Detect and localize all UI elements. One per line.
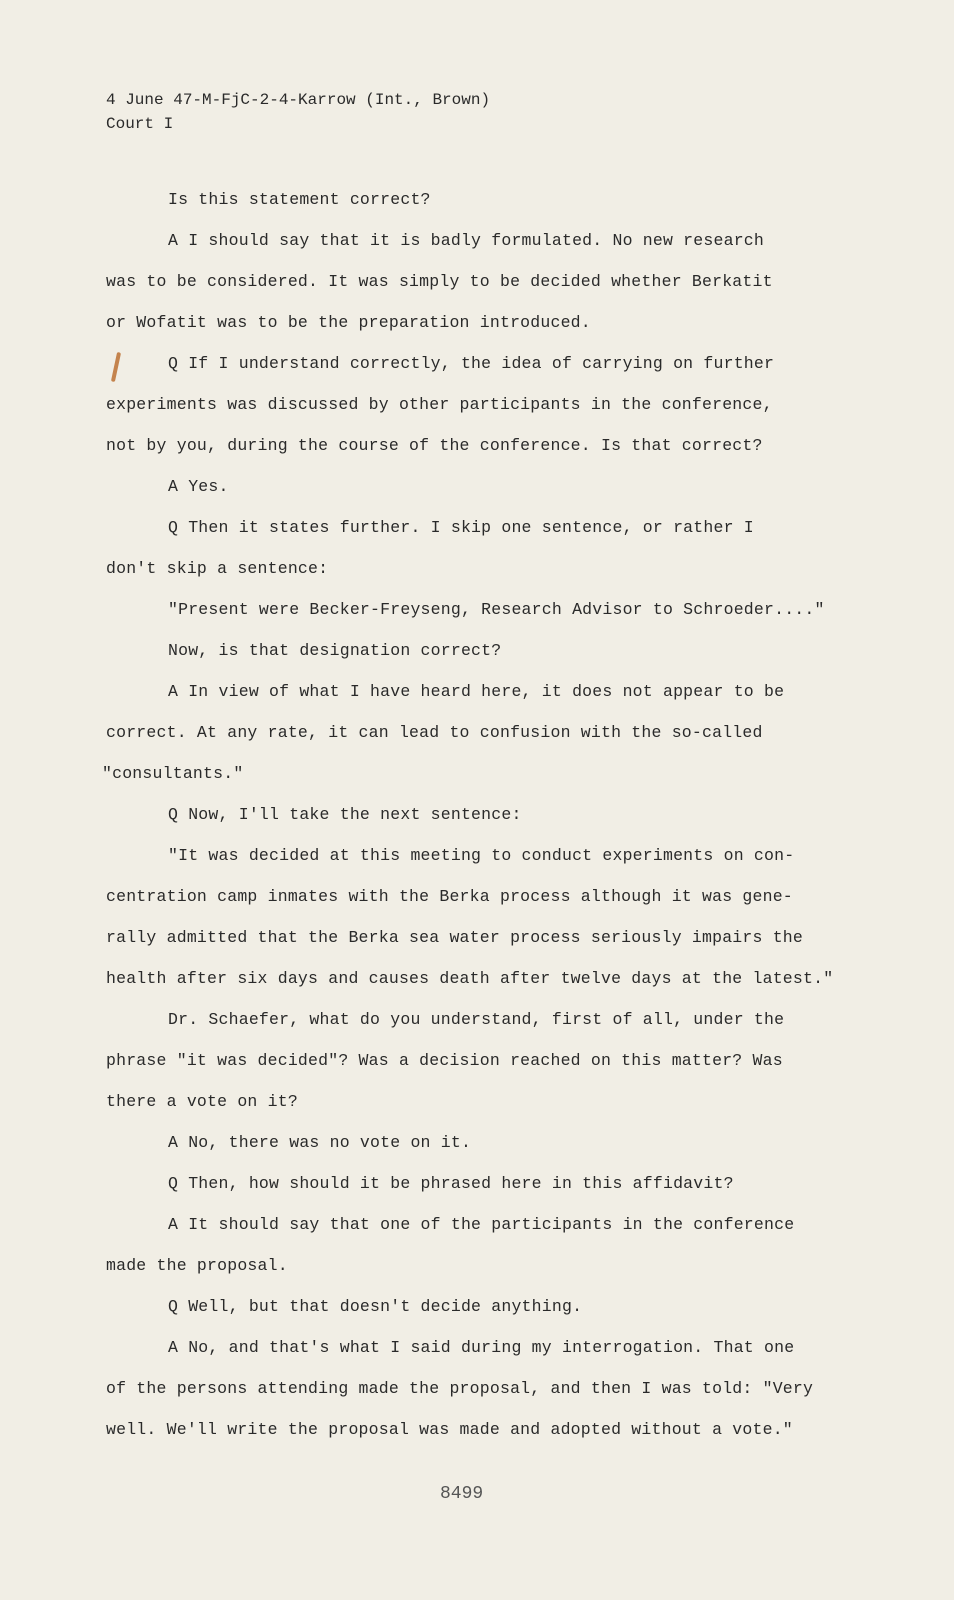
- document-header: [106, 88, 490, 136]
- text-line: centration camp inmates with the Berka process although it was gene-: [106, 887, 793, 906]
- header-court: Court I: [106, 115, 174, 133]
- margin-pencil-mark: [111, 352, 121, 382]
- text-line: experiments was discussed by other participants in the conference,: [106, 395, 773, 414]
- text-line: "It was decided at this meeting to conduct experiments on con-: [168, 846, 795, 865]
- text-line: Q Then, how should it be phrased here in this affidavit?: [168, 1174, 734, 1193]
- text-line: A No, there was no vote on it.: [168, 1133, 472, 1152]
- text-line: phrase "it was decided"? Was a decision reached on this matter? Was: [106, 1051, 783, 1070]
- text-line: Q Then it states further. I skip one sentence, or rather I: [168, 518, 754, 537]
- text-line: Now, is that designation correct?: [168, 641, 502, 660]
- text-line: rally admitted that the Berka sea water process seriously impairs the: [106, 928, 804, 947]
- text-line: Q If I understand correctly, the idea of carrying on further: [168, 354, 775, 373]
- text-line: or Wofatit was to be the preparation introduced.: [106, 313, 591, 332]
- text-line: Dr. Schaefer, what do you understand, first of all, under the: [168, 1010, 785, 1029]
- text-line: A In view of what I have heard here, it does not appear to be: [168, 682, 785, 701]
- text-line: correct. At any rate, it can lead to confusion with the so-called: [106, 723, 763, 742]
- text-line: "Present were Becker-Freyseng, Research Advisor to Schroeder....": [168, 600, 825, 619]
- text-line: A It should say that one of the participants in the conference: [168, 1215, 795, 1234]
- text-line: don't skip a sentence:: [106, 559, 329, 578]
- text-line: Q Now, I'll take the next sentence:: [168, 805, 522, 824]
- text-line: Q Well, but that doesn't decide anything.: [168, 1297, 583, 1316]
- text-line: health after six days and causes death after twelve days at the latest.": [106, 969, 834, 988]
- text-line: was to be considered. It was simply to be decided whether Berkatit: [106, 272, 773, 291]
- header-reference: 4 June 47-M-FjC-2-4-Karrow (Int., Brown): [106, 91, 491, 109]
- page-number: 8499: [440, 1484, 484, 1504]
- text-line: there a vote on it?: [106, 1092, 298, 1111]
- text-line: "consultants.": [102, 764, 244, 783]
- text-line: not by you, during the course of the conference. Is that correct?: [106, 436, 763, 455]
- text-line: of the persons attending made the proposal, and then I was told: "Very: [106, 1379, 814, 1398]
- text-line: Is this statement correct?: [168, 190, 431, 209]
- text-line: A Yes.: [168, 477, 229, 496]
- text-line: well. We'll write the proposal was made and adopted without a vote.": [106, 1420, 793, 1439]
- text-line: A I should say that it is badly formulated. No new research: [168, 231, 764, 250]
- text-line: made the proposal.: [106, 1256, 288, 1275]
- text-line: A No, and that's what I said during my interrogation. That one: [168, 1338, 795, 1357]
